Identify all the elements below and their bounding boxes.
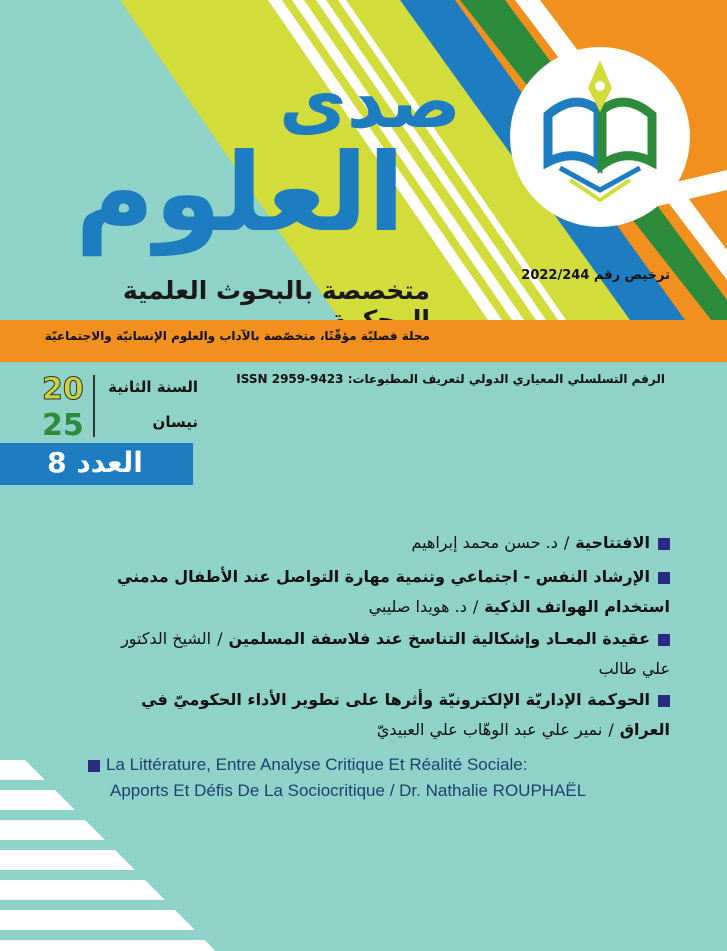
toc-title: الإرشاد النفس - اجتماعي وتنمية مهارة التواصل عند الأطفال مدمني xyxy=(116,567,650,586)
month-label: نيسان xyxy=(152,413,198,431)
bullet-icon xyxy=(88,760,100,772)
toc-author: د. حسن محمد إبراهيم xyxy=(411,533,558,552)
toc-author: د. هويدا صليبي xyxy=(368,597,467,616)
year-label: السنة الثانية xyxy=(108,378,198,396)
toc-author: الشيخ الدكتور xyxy=(121,629,212,648)
journal-title-line2: العلوم xyxy=(75,131,405,256)
toc-item-2: الإرشاد النفس - اجتماعي وتنمية مهارة التواصل عند الأطفال مدمني استخدام الهواتف الذكية/د. هويدا صليبي xyxy=(116,567,670,616)
issn-line: الرقم التسلسلي المعياري الدولي لتعريف المطبوعات: ISSN 2959-9423 xyxy=(236,372,665,386)
bullet-icon xyxy=(658,572,670,584)
toc-title: الحوكمة الإداريّة الإلكترونيّة وأثرها على تطوير الأداء الحكوميّ في xyxy=(141,690,650,709)
bullet-icon xyxy=(658,695,670,707)
license-number: ترخيص رقم 2022/244 xyxy=(521,268,670,283)
toc-title: الافتتاحية xyxy=(575,533,650,552)
toc-author-cont: علي طالب xyxy=(598,659,670,678)
toc-item-fr: La Littérature, Entre Analyse Critique Et Réalité Sociale: Apports Et Défis De La Sociocritique / Dr. Nathalie ROUPHAËL xyxy=(88,752,688,804)
toc-item-1: الافتتاحية/د. حسن محمد إبراهيم xyxy=(70,528,670,558)
year-divider xyxy=(93,375,95,437)
bullet-icon xyxy=(658,538,670,550)
journal-description: مجلة فصليّة مؤقّتًا، متخصّصة بالآداب والعلوم الإنسانيّة والاجتماعيّة xyxy=(44,329,430,343)
toc-title: عقيدة المعـاد وإشكالية التناسخ عند فلاسفة المسلمين xyxy=(228,629,650,648)
journal-subtitle: متخصصة بالبحوث العلمية xyxy=(122,276,430,305)
toc-title-cont: العراق xyxy=(619,720,670,739)
issue-number: العدد 8 xyxy=(47,446,143,479)
toc-item-3: عقيدة المعـاد وإشكالية التناسخ عند فلاسفة المسلمين/الشيخ الدكتور علي طالب xyxy=(121,629,670,678)
year-digits-top: 20 xyxy=(42,372,84,407)
book-pen-logo-icon xyxy=(510,47,690,227)
toc-title-cont: استخدام الهواتف الذكية xyxy=(484,597,670,616)
bullet-icon xyxy=(658,634,670,646)
toc-fr-title-line2: Apports Et Défis De La Sociocritique xyxy=(110,781,385,800)
year-digits-bottom: 25 xyxy=(42,408,84,443)
toc-item-4: الحوكمة الإداريّة الإلكترونيّة وأثرها على تطوير الأداء الحكوميّ في العراق/نمير علي عبد الوهّاب علي العبيديّ xyxy=(141,690,670,739)
journal-title-line1: صدى xyxy=(278,59,462,145)
toc-fr-author: Dr. Nathalie ROUPHAËL xyxy=(399,781,587,800)
toc-author: نمير علي عبد الوهّاب علي العبيديّ xyxy=(376,720,603,739)
toc-fr-title-line1: La Littérature, Entre Analyse Critique Et Réalité Sociale: xyxy=(106,755,528,774)
